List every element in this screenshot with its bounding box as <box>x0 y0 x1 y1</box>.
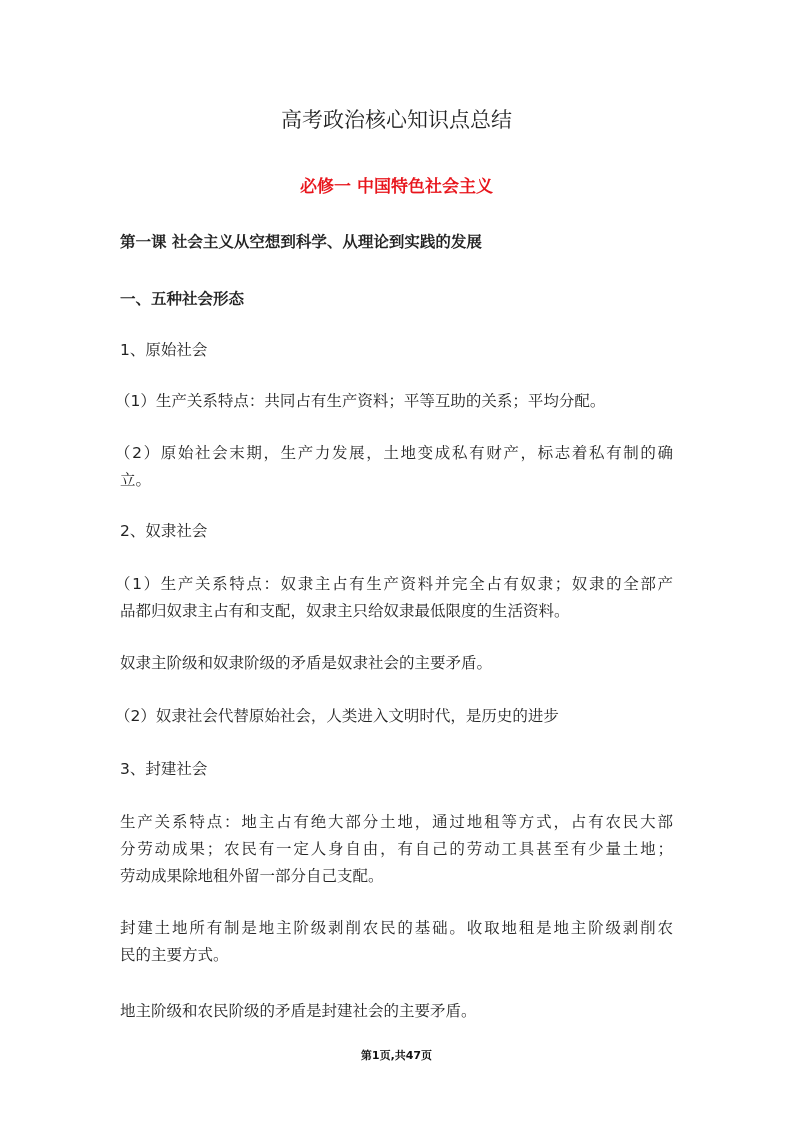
paragraph-line: 劳动成果除地租外留一部分自己支配。 <box>120 867 384 885</box>
paragraph-line: 分劳动成果；农民有一定人身自由，有自己的劳动工具甚至有少量土地； <box>120 840 673 858</box>
paragraph: 奴隶主阶级和奴隶阶级的矛盾是奴隶社会的主要矛盾。 <box>120 654 493 672</box>
page-number: 第1页,共47页 <box>360 1049 433 1062</box>
document-title: 高考政治核心知识点总结 <box>281 108 512 132</box>
lesson-heading: 第一课 社会主义从空想到科学、从理论到实践的发展 <box>120 233 482 251</box>
paragraph-line: （1）生产关系特点：奴隶主占有生产资料并完全占有奴隶；奴隶的全部产 <box>115 575 673 593</box>
paragraph-line: 立。 <box>120 471 152 489</box>
paragraph-line: （2）原始社会末期，生产力发展，土地变成私有财产，标志着私有制的确 <box>115 444 673 462</box>
chapter-title: 必修一 中国特色社会主义 <box>300 177 493 197</box>
paragraph-line: 生产关系特点：地主占有绝大部分土地，通过地租等方式，占有农民大部 <box>120 813 673 831</box>
paragraph: （2）奴隶社会代替原始社会，人类进入文明时代，是历史的进步 <box>115 707 559 725</box>
paragraph-line: 封建土地所有制是地主阶级剥削农民的基础。收取地租是地主阶级剥削农 <box>120 919 673 937</box>
paragraph-line: 民的主要方式。 <box>120 946 229 964</box>
subheading-feudal: 3、封建社会 <box>120 760 208 778</box>
subheading-primitive: 1、原始社会 <box>120 341 208 359</box>
paragraph: （1）生产关系特点：共同占有生产资料；平等互助的关系；平均分配。 <box>115 392 606 410</box>
subheading-slave: 2、奴隶社会 <box>120 522 208 540</box>
paragraph-line: 品都归奴隶主占有和支配，奴隶主只给奴隶最低限度的生活资料。 <box>120 602 570 620</box>
section-heading: 一、五种社会形态 <box>120 290 245 308</box>
paragraph: 地主阶级和农民阶级的矛盾是封建社会的主要矛盾。 <box>120 1002 477 1020</box>
